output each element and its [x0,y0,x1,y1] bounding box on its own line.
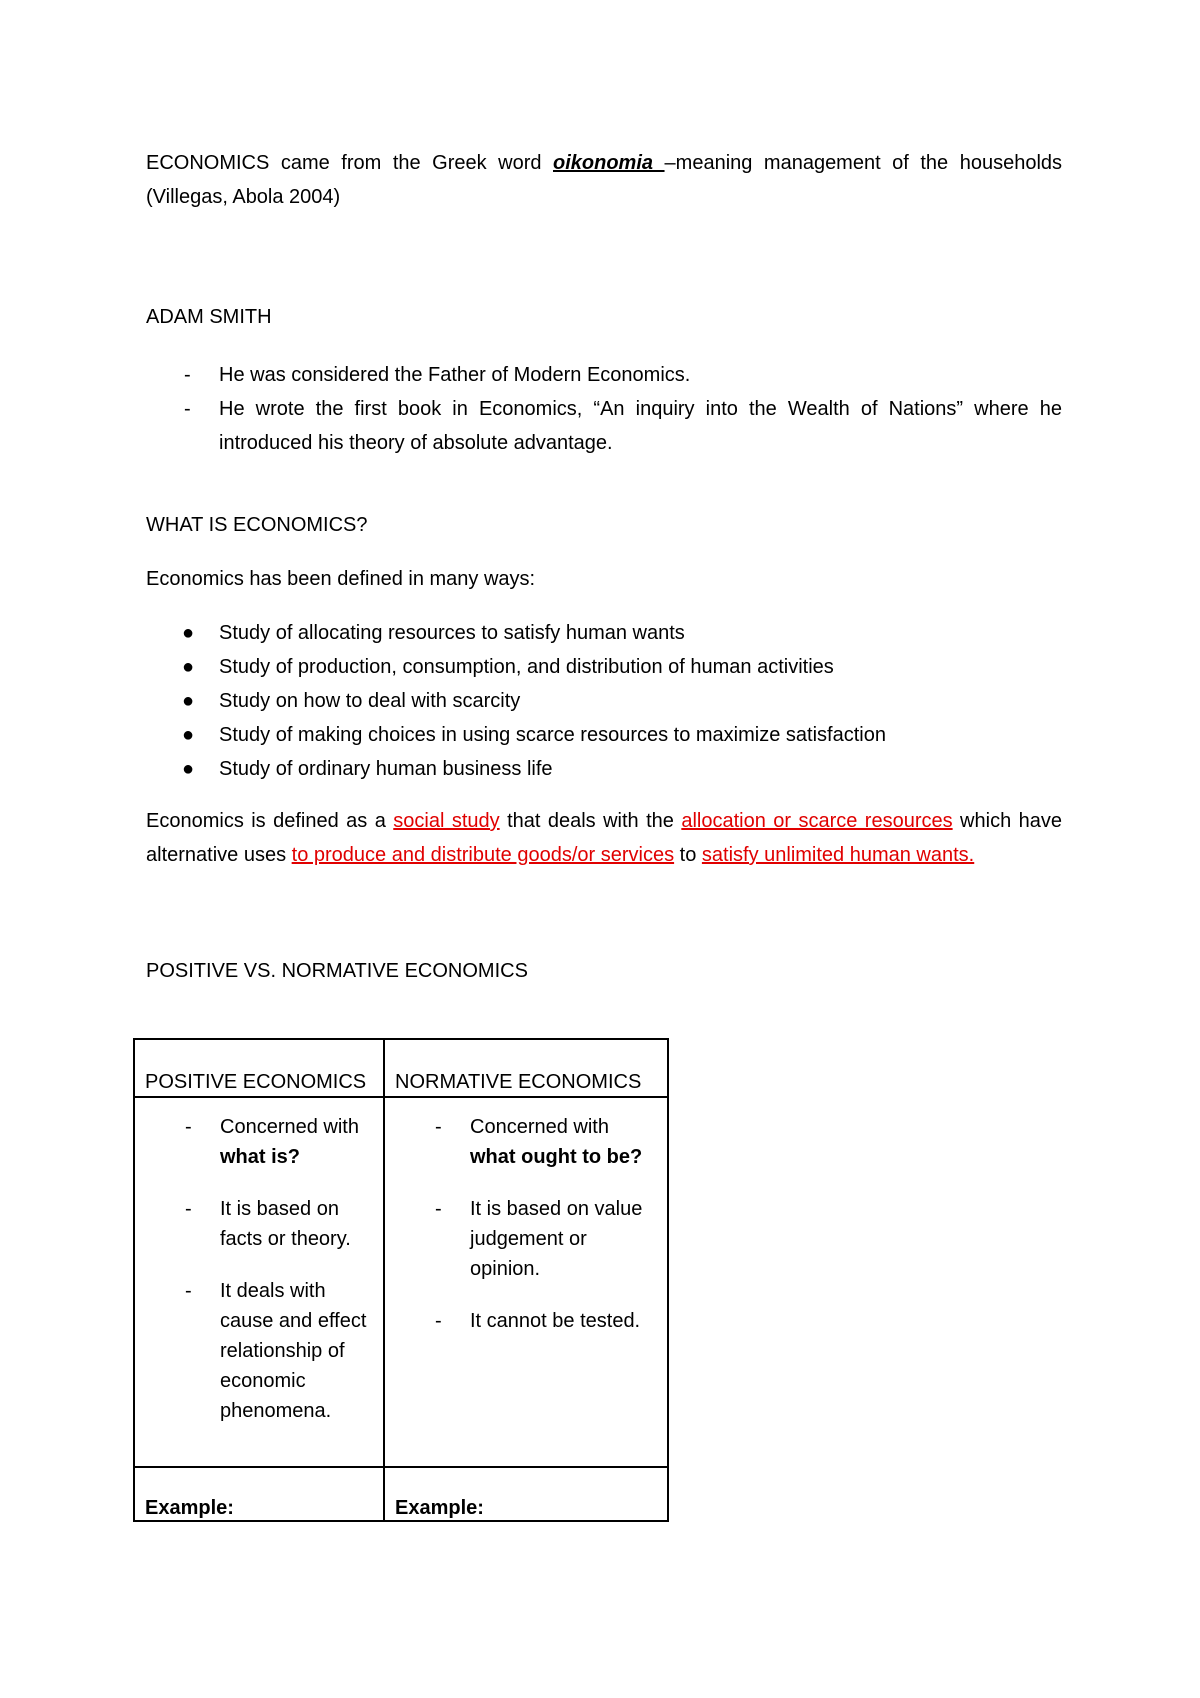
positive-list [135,1098,383,1426]
comparison-heading: POSITIVE VS. NORMATIVE ECONOMICS [146,960,528,982]
normative-example-cell [384,1467,668,1521]
positive-example-cell [134,1467,384,1521]
list-item-text: Concerned with [470,1116,609,1138]
normative-list [385,1098,667,1336]
dash-mark: - [435,1198,442,1220]
dash-mark: - [435,1116,442,1138]
dash-mark: - [435,1310,442,1332]
normative-header-cell [384,1039,668,1097]
list-item [146,358,1062,392]
bullet-mark: ● [182,724,195,746]
list-item [146,718,1062,752]
definition-highlight: social study [393,810,500,832]
list-item [385,1306,667,1336]
dash-mark: - [184,364,191,386]
positive-body-cell [134,1097,384,1467]
normative-example-label: Example: [395,1497,484,1519]
bullet-mark: ● [182,656,195,678]
list-item [146,684,1062,718]
what-is-heading: WHAT IS ECONOMICS? [146,514,368,536]
list-item-bold: what is? [220,1146,301,1168]
adam-smith-heading: ADAM SMITH [146,306,272,328]
list-item-text: It cannot be tested. [470,1310,641,1332]
list-item [135,1194,383,1254]
definition-text: that deals with the [499,810,682,832]
list-item [146,752,1062,786]
list-item-text: Study of making choices in using scarce resources to maximize satisfaction [219,724,886,746]
definitions-list [146,616,1062,786]
list-item [146,616,1062,650]
dash-mark: - [185,1280,192,1302]
definition-highlight: to produce and distribute goods/or services [291,844,675,866]
list-item [146,392,1062,460]
intro-paragraph [146,146,1062,214]
normative-body-cell [384,1097,668,1467]
list-item-text: He wrote the first book in Economics, “An inquiry into the Wealth of Nations” where he introduced his theory of absolute advantage. [219,398,1062,454]
dash-mark: - [184,398,191,420]
list-item-text: He was considered the Father of Modern Economics. [219,364,691,386]
positive-example-label: Example: [145,1497,234,1519]
definition-paragraph [146,804,1062,872]
list-item [135,1112,383,1172]
bullet-mark: ● [182,622,195,644]
list-item-bold: what ought to be? [470,1146,643,1168]
dash-mark: - [185,1116,192,1138]
positive-header-cell [134,1039,384,1097]
list-item-text: Study of ordinary human business life [219,758,553,780]
list-item [385,1194,667,1284]
list-item-text: Study on how to deal with scarcity [219,690,521,712]
list-item [146,650,1062,684]
definition-text: Economics is defined as a [146,810,394,832]
definition-highlight: satisfy unlimited human wants. [701,844,975,866]
list-item-text: Study of allocating resources to satisfy human wants [219,622,685,644]
adam-smith-list [146,358,1062,460]
normative-header: NORMATIVE ECONOMICS [395,1071,642,1093]
comparison-table [133,1038,669,1522]
list-item-text: It is based on value judgement or opinion. [470,1198,643,1280]
definition-text: to [674,844,702,866]
document-content [146,146,1062,988]
intro-text-2: –meaning management of the households (Villegas, Abola 2004) [146,152,1063,208]
positive-header: POSITIVE ECONOMICS [145,1071,367,1093]
bullet-mark: ● [182,690,195,712]
bullet-mark: ● [182,758,195,780]
intro-term: oikonomia [553,152,665,174]
intro-text-1: ECONOMICS came from the Greek word [146,152,553,174]
definition-text: which have alternative uses [146,810,1062,866]
definition-highlight: allocation or scarce resources [681,810,953,832]
list-item-text: It deals with cause and effect relationship of economic phenomena. [220,1280,367,1422]
list-item-text: Concerned with [220,1116,359,1138]
what-is-lead: Economics has been defined in many ways: [146,568,536,590]
list-item-text: Study of production, consumption, and distribution of human activities [219,656,834,678]
dash-mark: - [185,1198,192,1220]
list-item-text: It is based on facts or theory. [220,1198,351,1250]
list-item [385,1112,667,1172]
list-item [135,1276,383,1426]
